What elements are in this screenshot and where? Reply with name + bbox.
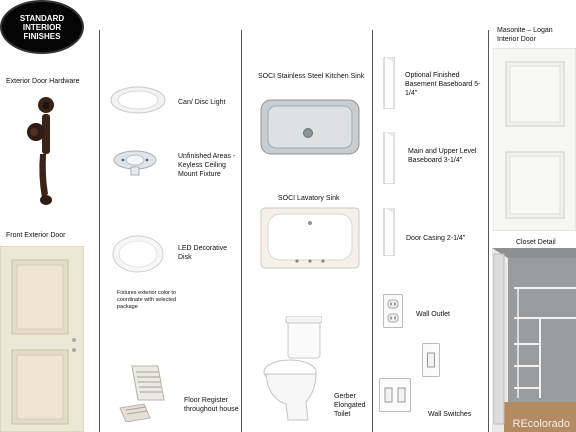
closet-detail-label: Closet Detail [516,239,556,246]
lavatory-sink-label: SOCI Lavatory Sink [278,195,340,202]
door-casing-image [382,208,400,256]
main-baseboard-image [382,132,400,184]
led-disk-label: LED Decorative Disk [178,245,228,261]
column-divider-2 [241,30,242,432]
single-switch-image [422,343,440,377]
double-switch-image [379,378,411,412]
can-disc-light-image [110,86,166,116]
keyless-fixture-label: Unfinished Areas - Keyless Ceiling Mount Fixture [178,153,236,178]
can-disc-light-label: Can/ Disc Light [178,99,226,106]
main-baseboard-label: Main and Upper Level Baseboard 3-1/4" [408,148,477,164]
front-exterior-door-label: Front Exterior Door [6,232,66,239]
door-casing-label: Door Casing 2-1/4" [406,235,466,242]
wall-outlet-image [383,294,403,328]
floor-register-label: Floor Register throughout house [184,397,239,413]
wall-outlet-label: Wall Outlet [416,311,450,318]
fixture-note: Fixtures exterior color to coordinate with selected package [117,290,177,310]
led-decorative-disk-image [112,234,164,274]
exterior-door-hardware-label: Exterior Door Hardware [6,78,80,85]
stainless-kitchen-sink-image [260,99,360,155]
column-divider-4 [488,30,489,432]
kitchen-sink-label: SOCI Stainless Steel Kitchen Sink [258,73,365,80]
elongated-toilet-image [262,316,322,428]
basement-baseboard-label: Optional Finished Basement Baseboard 5-1/4" [405,72,481,97]
column-divider-3 [372,30,373,432]
lavatory-sink-image [260,207,360,269]
standard-finishes-badge [0,0,84,54]
wall-switches-label: Wall Switches [428,411,472,418]
keyless-ceiling-fixture-image [113,148,157,178]
column-divider-1 [99,30,100,432]
toilet-label: Gerber Elongated Toilet [334,393,366,418]
logan-interior-door-image [493,48,576,231]
closet-detail-image [492,248,576,432]
watermark: REcolorado [512,418,570,430]
interior-door-label: Masonite – Logan Interior Door [497,27,553,43]
basement-baseboard-image [382,57,400,109]
front-exterior-door-image [0,246,84,432]
floor-register-image [118,364,176,422]
badge-title: STANDARD INTERIOR FINISHES [19,13,65,41]
door-handleset-image [26,96,66,208]
